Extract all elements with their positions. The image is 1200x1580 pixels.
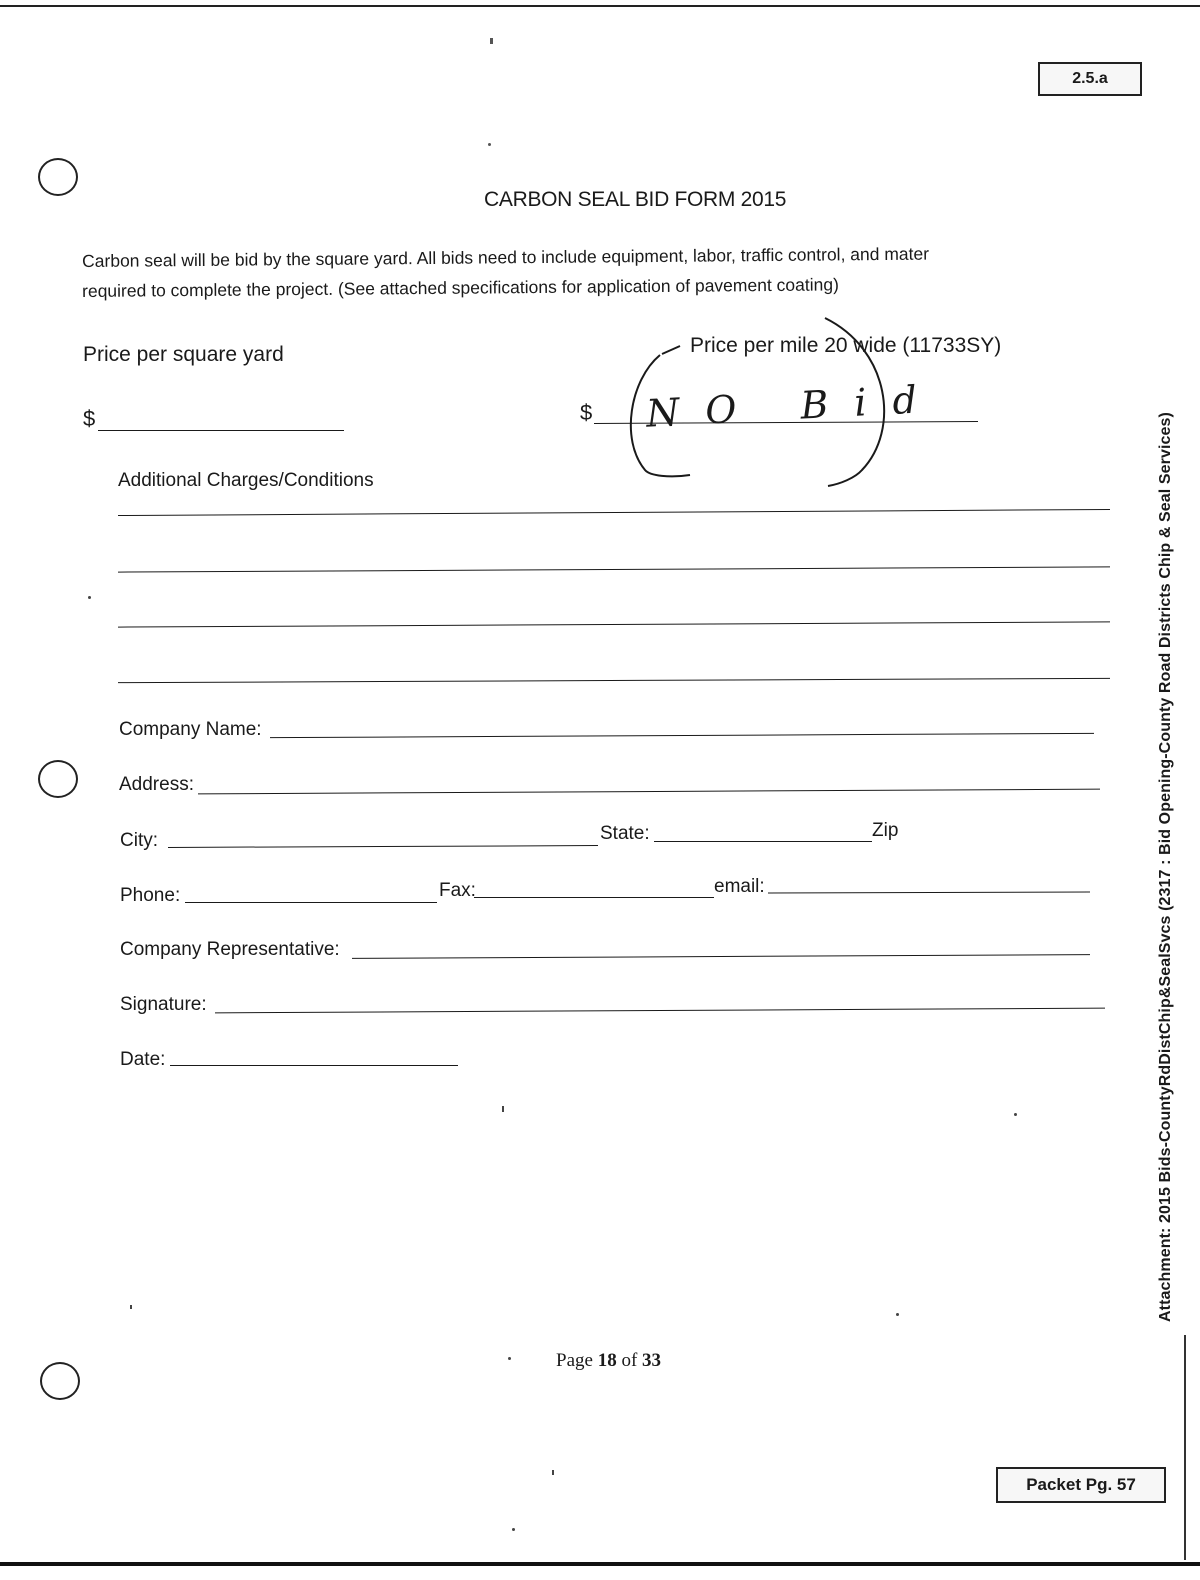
punch-hole-top <box>38 158 78 196</box>
fax-label: Fax: <box>439 880 476 901</box>
scan-speck <box>488 143 491 146</box>
additional-charges-line-3[interactable] <box>118 621 1110 627</box>
state-label: State: <box>600 823 650 844</box>
handwritten-no-bid: NO Bid <box>645 376 944 436</box>
date-field[interactable] <box>170 1065 458 1066</box>
bottom-border <box>0 1562 1200 1566</box>
punch-hole-bottom <box>40 1362 80 1400</box>
page-of: of <box>621 1350 638 1371</box>
attachment-sidebar-text: Attachment: 2015 Bids-CountyRdDistChip&SealSvcs (2317 : Bid Opening-County Road Districts Chip & Seal Services) <box>1157 412 1174 1322</box>
company-representative-field[interactable] <box>352 954 1090 959</box>
scan-speck <box>502 1106 504 1112</box>
packet-page-box <box>996 1467 1166 1503</box>
scan-speck <box>130 1305 132 1309</box>
phone-label: Phone: <box>120 885 181 906</box>
right-edge-line <box>1184 1335 1186 1560</box>
page-prefix: Page <box>556 1350 593 1371</box>
page-current: 18 <box>597 1350 617 1371</box>
form-title: CARBON SEAL BID FORM 2015 <box>484 188 787 211</box>
dollar-sign-mile: $ <box>580 400 593 425</box>
email-label: email: <box>714 876 765 897</box>
additional-charges-label: Additional Charges/Conditions <box>118 470 374 491</box>
scan-speck <box>896 1313 899 1316</box>
intro-line-2: required to complete the project. (See attached specifications for application of pavement coating) <box>82 274 839 301</box>
price-per-square-yard-label: Price per square yard <box>83 343 284 366</box>
section-ref-box <box>1038 62 1142 96</box>
address-field[interactable] <box>198 789 1100 795</box>
handwritten-circle <box>600 310 920 500</box>
packet-page: Packet Pg. 57 <box>1026 1475 1136 1494</box>
city-label: City: <box>120 830 158 851</box>
fax-field[interactable] <box>474 897 714 898</box>
additional-charges-line-4[interactable] <box>118 678 1110 683</box>
scan-speck <box>512 1528 515 1531</box>
company-representative-label: Company Representative: <box>120 939 340 960</box>
phone-field[interactable] <box>185 902 437 903</box>
page-total: 33 <box>642 1350 662 1371</box>
date-label: Date: <box>120 1049 166 1070</box>
state-field[interactable] <box>654 841 872 842</box>
top-border <box>0 5 1200 7</box>
city-field[interactable] <box>168 845 598 848</box>
price-per-mile-label: Price per mile 20 wide (11733SY) <box>690 334 1002 357</box>
address-label: Address: <box>119 774 194 795</box>
company-name-field[interactable] <box>270 733 1094 738</box>
scan-speck <box>508 1357 511 1360</box>
price-per-square-yard-field[interactable] <box>98 430 344 431</box>
section-ref: 2.5.a <box>1072 70 1108 87</box>
scan-speck <box>552 1470 554 1475</box>
scan-speck <box>88 596 91 599</box>
company-name-label: Company Name: <box>119 719 262 740</box>
intro-line-1: Carbon seal will be bid by the square yard. All bids need to include equipment, labor, traffic control, and mater <box>82 243 930 271</box>
email-field[interactable] <box>768 891 1090 893</box>
signature-label: Signature: <box>120 994 207 1015</box>
page-number <box>556 1350 661 1372</box>
additional-charges-line-2[interactable] <box>118 566 1110 572</box>
zip-label: Zip <box>872 820 899 841</box>
additional-charges-line-1[interactable] <box>118 509 1110 516</box>
punch-hole-middle <box>38 760 78 798</box>
signature-field[interactable] <box>215 1008 1105 1014</box>
scan-speck <box>490 38 493 44</box>
scan-speck <box>1014 1113 1017 1116</box>
dollar-sign-sy: $ <box>83 406 96 431</box>
